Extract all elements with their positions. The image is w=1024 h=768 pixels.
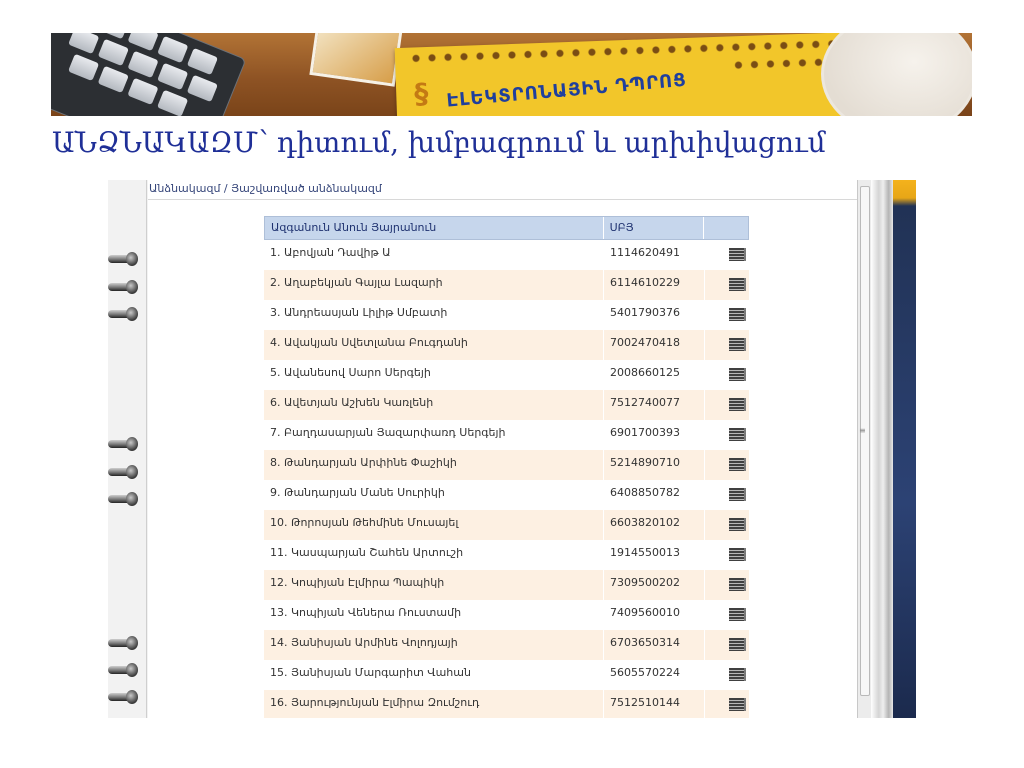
spiral-binding <box>108 180 148 718</box>
cell-id: 1114620491 <box>604 240 705 270</box>
cell-id: 7512510144 <box>604 690 705 718</box>
cell-id: 6703650314 <box>604 630 705 660</box>
cell-name[interactable]: 11. Կասպարյան Շահեն Արտուշի <box>264 540 604 570</box>
cell-actions <box>705 270 749 300</box>
table-row[interactable] <box>264 270 749 300</box>
binder-ring-icon <box>108 252 140 266</box>
cell-actions <box>705 660 749 690</box>
document-list-icon[interactable] <box>729 488 746 501</box>
cell-actions <box>705 480 749 510</box>
cell-actions <box>705 600 749 630</box>
column-header-actions <box>704 217 748 239</box>
scrollbar-thumb[interactable] <box>860 186 870 696</box>
cell-actions <box>705 630 749 660</box>
document-list-icon[interactable] <box>729 458 746 471</box>
cell-name[interactable]: 6. Ավետյան Աշխեն Կառլենի <box>264 390 604 420</box>
table-row[interactable] <box>264 360 749 390</box>
table-row[interactable] <box>264 600 749 630</box>
page-edge-decoration <box>871 180 893 718</box>
document-list-icon[interactable] <box>729 668 746 681</box>
cell-actions <box>705 240 749 270</box>
cell-actions <box>705 420 749 450</box>
cell-name[interactable]: 13. Կոպիյան Վեներա Ռուստամի <box>264 600 604 630</box>
binder-ring-icon <box>108 307 140 321</box>
header-banner <box>51 33 972 116</box>
cell-actions <box>705 300 749 330</box>
table-row[interactable] <box>264 330 749 360</box>
cover-edge-decoration <box>893 180 916 718</box>
app-screenshot <box>108 180 916 718</box>
document-list-icon[interactable] <box>729 248 746 261</box>
binder-ring-icon <box>108 280 140 294</box>
table-header <box>264 216 749 240</box>
cell-id: 7512740077 <box>604 390 705 420</box>
document-list-icon[interactable] <box>729 368 746 381</box>
cell-id: 1914550013 <box>604 540 705 570</box>
cell-actions <box>705 570 749 600</box>
cell-id: 5401790376 <box>604 300 705 330</box>
column-header-name[interactable]: Ազգանուն Անուն Յայրանուն <box>265 217 604 239</box>
cell-name[interactable]: 15. Յանիսյան Մարգարիտ Վահան <box>264 660 604 690</box>
staff-table <box>264 216 749 718</box>
table-row[interactable] <box>264 390 749 420</box>
cell-actions <box>705 450 749 480</box>
cell-name[interactable]: 3. Անդրեասյան Լիլիթ Սմբատի <box>264 300 604 330</box>
table-row[interactable] <box>264 480 749 510</box>
table-row[interactable] <box>264 690 749 718</box>
binder-ring-icon <box>108 636 140 650</box>
cell-name[interactable]: 10. Թորոսյան Թեհմինե Մուսայել <box>264 510 604 540</box>
table-row[interactable] <box>264 240 749 270</box>
cell-name[interactable]: 12. Կոպիյան Էլմիրա Պապիկի <box>264 570 604 600</box>
document-list-icon[interactable] <box>729 638 746 651</box>
cell-name[interactable]: 16. Յարությունյան Էլմիրա Զումշուդ <box>264 690 604 718</box>
document-list-icon[interactable] <box>729 398 746 411</box>
content-panel <box>148 180 857 718</box>
cell-id: 2008660125 <box>604 360 705 390</box>
cell-name[interactable]: 5. Ավանեսով Սարո Սերգեյի <box>264 360 604 390</box>
cell-name[interactable]: 4. Ավակյան Սվետլանա Բուգդանի <box>264 330 604 360</box>
cell-actions <box>705 540 749 570</box>
table-body <box>264 240 749 718</box>
cell-id: 6901700393 <box>604 420 705 450</box>
cell-actions <box>705 330 749 360</box>
column-header-id[interactable]: ՍԲՅ <box>604 217 705 239</box>
table-row[interactable] <box>264 510 749 540</box>
cell-name[interactable]: 8. Թանդարյան Արփինե Փաշիկի <box>264 450 604 480</box>
binder-ring-icon <box>108 465 140 479</box>
table-row[interactable] <box>264 300 749 330</box>
binder-ring-icon <box>108 690 140 704</box>
cell-actions <box>705 690 749 718</box>
table-row[interactable] <box>264 540 749 570</box>
table-row[interactable] <box>264 420 749 450</box>
vertical-scrollbar[interactable] <box>857 180 872 718</box>
cell-name[interactable]: 1. Աբովյան Դավիթ Ա <box>264 240 604 270</box>
cell-actions <box>705 390 749 420</box>
cell-name[interactable]: 14. Յանիսյան Արմինե Վոլոդյայի <box>264 630 604 660</box>
cell-id: 5214890710 <box>604 450 705 480</box>
cell-id: 5605570224 <box>604 660 705 690</box>
cell-name[interactable]: 2. Աղաբեկյան Գայլա Լազարի <box>264 270 604 300</box>
cell-id: 7309500202 <box>604 570 705 600</box>
cell-id: 6603820102 <box>604 510 705 540</box>
cell-name[interactable]: 9. Թանդարյան Մանե Սուրիկի <box>264 480 604 510</box>
document-list-icon[interactable] <box>729 548 746 561</box>
document-list-icon[interactable] <box>729 578 746 591</box>
cell-id: 7409560010 <box>604 600 705 630</box>
cell-actions <box>705 510 749 540</box>
cell-actions <box>705 360 749 390</box>
document-list-icon[interactable] <box>729 428 746 441</box>
banner-title: ԷԼԵԿՏՐՈՆԱՅԻՆ ԴՊՐՈՑ <box>445 69 688 112</box>
scroll-grip-icon: ≡ <box>859 426 866 435</box>
breadcrumb[interactable]: Անձնակազմ / Յաշվառված անձնակազմ <box>149 182 382 195</box>
photo-image <box>309 33 402 87</box>
page-title: ԱՆՁՆԱԿԱԶՄ՝ դիտում, խմբագրում և արխիվացում <box>52 126 826 159</box>
cell-name[interactable]: 7. Բաղդասարյան Յազարփառդ Սերգեյի <box>264 420 604 450</box>
cup-image <box>821 33 972 116</box>
cell-id: 6114610229 <box>604 270 705 300</box>
document-list-icon[interactable] <box>729 608 746 621</box>
document-list-icon[interactable] <box>729 308 746 321</box>
document-list-icon[interactable] <box>729 518 746 531</box>
table-row[interactable] <box>264 570 749 600</box>
document-list-icon[interactable] <box>729 338 746 351</box>
table-row[interactable] <box>264 450 749 480</box>
binder-ring-icon <box>108 492 140 506</box>
binder-ring-icon <box>108 437 140 451</box>
document-list-icon[interactable] <box>729 698 746 711</box>
cell-id: 7002470418 <box>604 330 705 360</box>
document-list-icon[interactable] <box>729 278 746 291</box>
cell-id: 6408850782 <box>604 480 705 510</box>
table-row[interactable] <box>264 660 749 690</box>
doodle-icon: § <box>413 76 429 111</box>
table-row[interactable] <box>264 630 749 660</box>
binder-ring-icon <box>108 663 140 677</box>
keyboard-image <box>51 33 246 116</box>
